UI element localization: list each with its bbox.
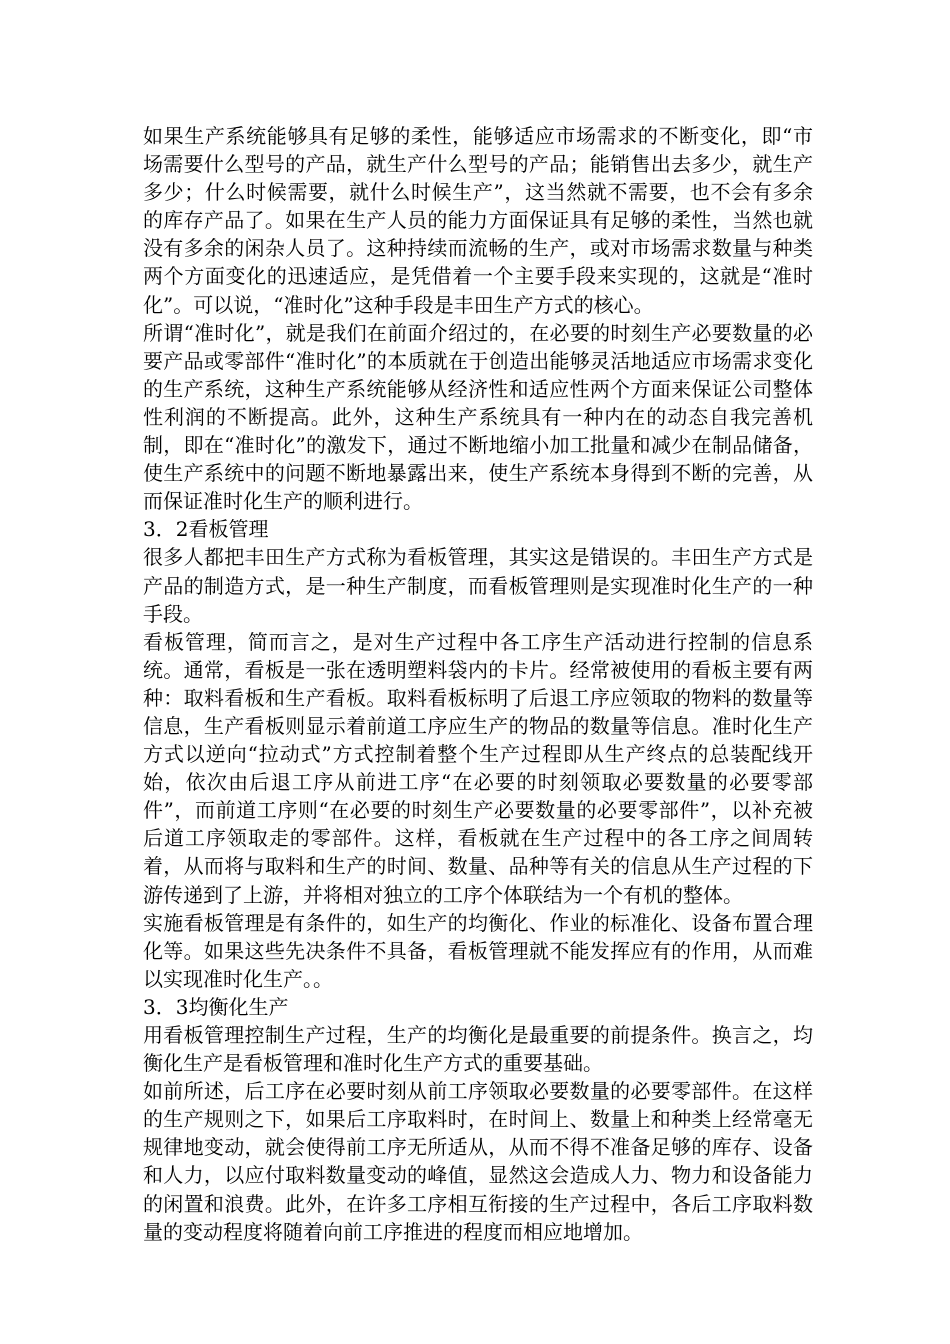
section-heading-kanban: 3．2看板管理: [143, 517, 269, 542]
paragraph-jit-flexibility: 如果生产系统能够具有足够的柔性，能够适应市场需求的不断变化，即“市场需要什么型号的产品，就生产什么型号的产品；能销售出去多少，就生产多少；什么时候需要，就什么时候生产”，这当然就不需要，也不会有多余的库存产品了。如果在生产人员的能力方面保证具有足够的柔性，当然也就没有多余的闲杂人员了。这种持续而流畅的生产，或对市场需求数量与种类两个方面变化的迅速适应，是凭借着一个主要手段来实现的，这就是“准时化”。可以说，“准时化”这种手段是丰田生产方式的核心。: [143, 124, 813, 317]
paragraph-jit-definition: 所谓“准时化”，就是我们在前面介绍过的，在必要的时刻生产必要数量的必要产品或零部件“准时化”的本质就在于创造出能够灵活地适应市场需求变化的生产系统，这种生产系统能够从经济性和适应性两个方面来保证公司整体性利润的不断提高。此外，这种生产系统具有一种内在的动态自我完善机制，即在“准时化”的激发下，通过不断地缩小加工批量和减少在制品储备，使生产系统中的问题不断地暴露出来，使生产系统本身得到不断的完善，从而保证准时化生产的顺利进行。: [143, 320, 813, 514]
section-heading-leveled-production: 3．3均衡化生产: [143, 994, 289, 1019]
paragraph-kanban-conditions: 实施看板管理是有条件的，如生产的均衡化、作业的标准化、设备布置合理化等。如果这些先决条件不具备，看板管理就不能发挥应有的作用，从而难以实现准时化生产。。: [143, 910, 813, 991]
paragraph-leveling-premise: 用看板管理控制生产过程，生产的均衡化是最重要的前提条件。换言之，均衡化生产是看板管理和准时化生产方式的重要基础。: [143, 1023, 813, 1076]
paragraph-kanban-misconception: 很多人都把丰田生产方式称为看板管理，其实这是错误的。丰田生产方式是产品的制造方式，是一种生产制度，而看板管理则是实现准时化生产的一种手段。: [143, 545, 813, 626]
document-page: [143, 122, 813, 1246]
paragraph-leveling-explanation: 如前所述，后工序在必要时刻从前工序领取必要数量的必要零部件。在这样的生产规则之下，如果后工序取料时，在时间上、数量上和种类上经常毫无规律地变动，就会使得前工序无所适从，从而不得不准备足够的库存、设备和人力，以应付取料数量变动的峰值，显然这会造成人力、物力和设备能力的闲置和浪费。此外，在许多工序相互衔接的生产过程中，各后工序取料数量的变动程度将随着向前工序推进的程度而相应地增加。: [143, 1079, 813, 1244]
paragraph-kanban-system: 看板管理，简而言之，是对生产过程中各工序生产活动进行控制的信息系统。通常，看板是一张在透明塑料袋内的卡片。经常被使用的看板主要有两种：取料看板和生产看板。取料看板标明了后退工序应领取的物料的数量等信息，生产看板则显示着前道工序应生产的物品的数量等信息。准时化生产方式以逆向“拉动式”方式控制着整个生产过程即从生产终点的总装配线开始，依次由后退工序从前进工序“在必要的时刻领取必要数量的必要零部件”，而前道工序则“在必要的时刻生产必要数量的必要零部件”，以补充被后道工序领取走的零部件。这样，看板就在生产过程中的各工序之间周转着，从而将与取料和生产的时间、数量、品种等有关的信息从生产过程的下游传递到了上游，并将相对独立的工序个体联结为一个有机的整体。: [143, 629, 813, 907]
